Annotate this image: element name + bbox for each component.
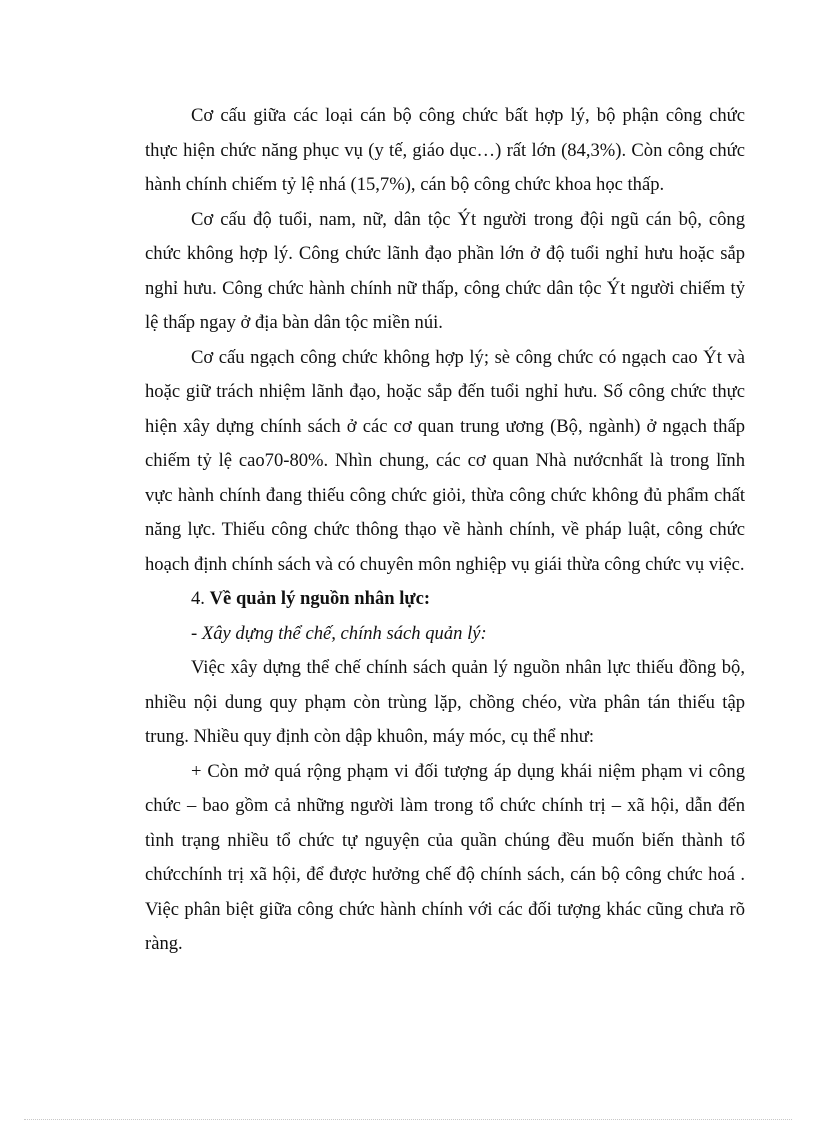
paragraph-institution-building: Việc xây dựng thể chế chính sách quản lý nguồn nhân lực thiếu đồng bộ, nhiều nội dung quy phạm còn trùng lặp, chồng chéo, vừa phân tán thiếu tập trung. Nhiều quy định còn dập khuôn, máy móc, cụ thể như: (145, 657, 745, 747)
subsection-heading: - Xây dựng thể chế, chính sách quản lý: (191, 622, 487, 644)
document-body (145, 99, 745, 962)
paragraph-age-gender-ethnicity: Cơ cấu độ tuổi, nam, nữ, dân tộc Ýt người trong đội ngũ cán bộ, công chức không hợp lý. Công chức lãnh đạo phần lớn ở độ tuổi nghỉ hưu hoặc sắp nghỉ hưu. Công chức hành chính nữ thấp, công chức dân tộc Ýt người chiếm tỷ lệ thấp ngay ở địa bàn dân tộc miền núi. (145, 208, 745, 333)
page-bottom-divider (24, 1119, 792, 1120)
paragraph-rank-structure: Cơ cấu ngạch công chức không hợp lý; sè công chức có ngạch cao Ýt và hoặc giữ trách nhiệm lãnh đạo, hoặc sắp đến tuổi nghỉ hưu. Số công chức thực hiện xây dựng chính sách ở các cơ quan trung ương (Bộ, ngành) ở ngạch thấp chiếm tỷ lệ cao70-80%. Nhìn chung, các cơ quan Nhà nướcnhất là trong lĩnh vực hành chính đang thiếu công chức giỏi, thừa công chức không đủ phẩm chất năng lực. Thiếu công chức thông thạo về hành chính, về pháp luật, công chức hoạch định chính sách và có chuyên môn nghiệp vụ giái thừa công chức vụ việc. (145, 346, 745, 575)
paragraph-scope-of-civil-servants: + Còn mở quá rộng phạm vi đối tượng áp dụng khái niệm phạm vi công chức – bao gồm cả những người làm trong tổ chức chính trị – xã hội, dẫn đến tình trạng nhiều tổ chức tự nguyện của quần chúng đều muốn biến thành tổ chứcchính trị xã hội, để được hưởng chế độ chính sách, cán bộ công chức hoá . Việc phân biệt giữa công chức hành chính với các đối tượng khác cũng chưa rõ ràng. (145, 760, 745, 954)
paragraph-staff-structure: Cơ cấu giữa các loại cán bộ công chức bất hợp lý, bộ phận công chức thực hiện chức năng phục vụ (y tế, giáo dục…) rất lớn (84,3%). Còn công chức hành chính chiếm tỷ lệ nhá (15,7%), cán bộ công chức khoa học thấp. (145, 105, 745, 195)
section-number: 4. (191, 588, 205, 609)
section-title: Về quản lý nguồn nhân lực: (209, 588, 431, 609)
section-heading (145, 582, 745, 617)
